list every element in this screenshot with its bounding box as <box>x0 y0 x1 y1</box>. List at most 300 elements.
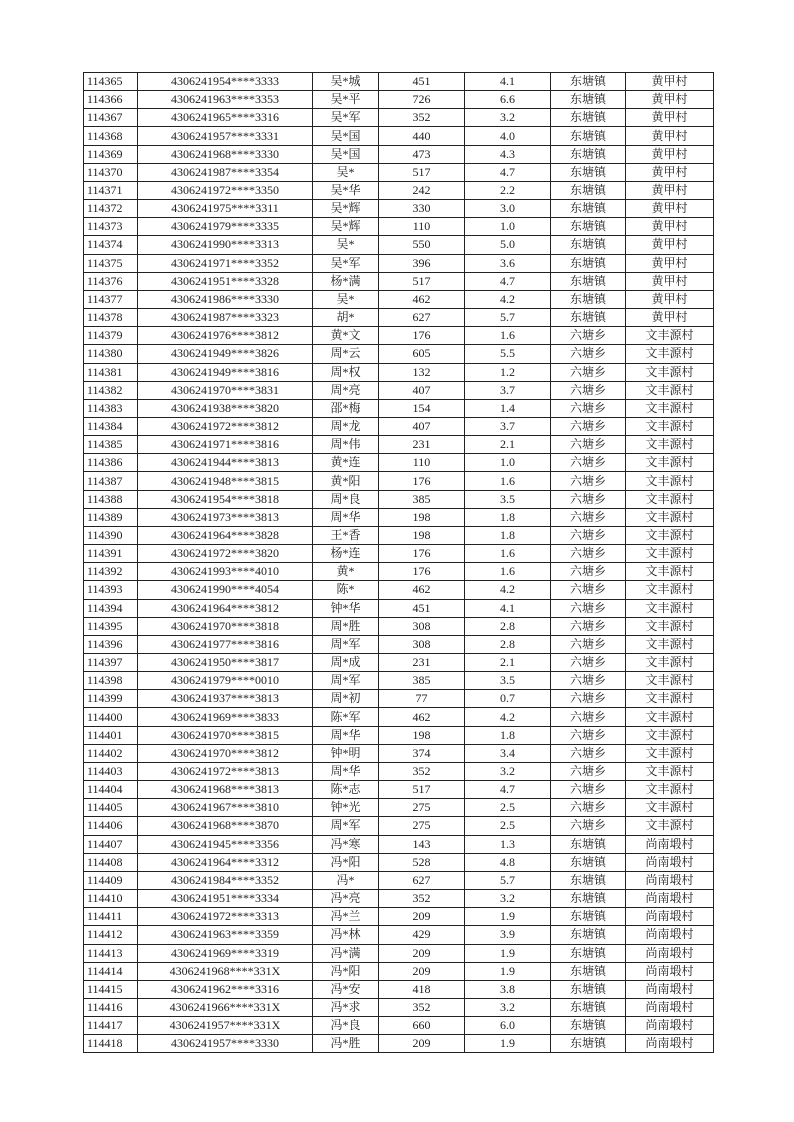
town-cell: 东塘镇 <box>551 871 626 889</box>
town-cell: 东塘镇 <box>551 163 626 181</box>
row-id-cell: 114370 <box>84 163 138 181</box>
village-cell: 文丰源村 <box>626 417 714 435</box>
table-row <box>84 218 714 236</box>
town-cell: 东塘镇 <box>551 835 626 853</box>
table-row <box>84 835 714 853</box>
town-cell: 东塘镇 <box>551 926 626 944</box>
value-cell: 4.0 <box>465 127 551 145</box>
row-id-cell: 114408 <box>84 853 138 871</box>
village-cell: 文丰源村 <box>626 635 714 653</box>
value-cell: 3.2 <box>465 998 551 1016</box>
amount-cell: 462 <box>379 581 465 599</box>
row-id-cell: 114366 <box>84 91 138 109</box>
table-row <box>84 254 714 272</box>
id-number-cell: 4306241957****3331 <box>138 127 313 145</box>
id-number-cell: 4306241964****3312 <box>138 853 313 871</box>
person-name-cell: 陈* <box>313 581 379 599</box>
table-row <box>84 926 714 944</box>
town-cell: 东塘镇 <box>551 145 626 163</box>
table-row <box>84 145 714 163</box>
town-cell: 东塘镇 <box>551 218 626 236</box>
amount-cell: 198 <box>379 526 465 544</box>
table-row <box>84 73 714 91</box>
row-id-cell: 114394 <box>84 599 138 617</box>
village-cell: 文丰源村 <box>626 399 714 417</box>
village-cell: 黄甲村 <box>626 309 714 327</box>
id-number-cell: 4306241971****3352 <box>138 254 313 272</box>
amount-cell: 110 <box>379 218 465 236</box>
row-id-cell: 114395 <box>84 617 138 635</box>
id-number-cell: 4306241987****3323 <box>138 309 313 327</box>
person-name-cell: 冯* <box>313 871 379 889</box>
person-name-cell: 吴*华 <box>313 181 379 199</box>
village-cell: 黄甲村 <box>626 127 714 145</box>
id-number-cell: 4306241963****3353 <box>138 91 313 109</box>
person-name-cell: 冯*林 <box>313 926 379 944</box>
village-cell: 黄甲村 <box>626 181 714 199</box>
person-name-cell: 周*军 <box>313 635 379 653</box>
id-number-cell: 4306241954****3333 <box>138 73 313 91</box>
amount-cell: 231 <box>379 436 465 454</box>
person-name-cell: 冯*寒 <box>313 835 379 853</box>
town-cell: 东塘镇 <box>551 853 626 871</box>
amount-cell: 176 <box>379 563 465 581</box>
table-row <box>84 327 714 345</box>
row-id-cell: 114372 <box>84 200 138 218</box>
id-number-cell: 4306241972****3313 <box>138 908 313 926</box>
village-cell: 黄甲村 <box>626 290 714 308</box>
village-cell: 文丰源村 <box>626 781 714 799</box>
table-row <box>84 91 714 109</box>
row-id-cell: 114402 <box>84 744 138 762</box>
table-row <box>84 635 714 653</box>
amount-cell: 77 <box>379 690 465 708</box>
row-id-cell: 114397 <box>84 654 138 672</box>
amount-cell: 627 <box>379 309 465 327</box>
table-row <box>84 762 714 780</box>
id-number-cell: 4306241970****3815 <box>138 726 313 744</box>
amount-cell: 308 <box>379 635 465 653</box>
value-cell: 4.1 <box>465 73 551 91</box>
value-cell: 4.1 <box>465 599 551 617</box>
town-cell: 六塘乡 <box>551 781 626 799</box>
value-cell: 2.5 <box>465 799 551 817</box>
id-number-cell: 4306241951****3334 <box>138 890 313 908</box>
row-id-cell: 114385 <box>84 436 138 454</box>
village-cell: 文丰源村 <box>626 526 714 544</box>
village-cell: 文丰源村 <box>626 363 714 381</box>
amount-cell: 352 <box>379 998 465 1016</box>
village-cell: 黄甲村 <box>626 200 714 218</box>
value-cell: 1.8 <box>465 726 551 744</box>
table-row <box>84 436 714 454</box>
row-id-cell: 114381 <box>84 363 138 381</box>
table-row <box>84 381 714 399</box>
person-name-cell: 周*初 <box>313 690 379 708</box>
row-id-cell: 114411 <box>84 908 138 926</box>
value-cell: 1.6 <box>465 545 551 563</box>
amount-cell: 462 <box>379 290 465 308</box>
value-cell: 1.3 <box>465 835 551 853</box>
town-cell: 六塘乡 <box>551 381 626 399</box>
table-row <box>84 654 714 672</box>
row-id-cell: 114387 <box>84 472 138 490</box>
value-cell: 1.9 <box>465 944 551 962</box>
value-cell: 1.4 <box>465 399 551 417</box>
row-id-cell: 114383 <box>84 399 138 417</box>
town-cell: 六塘乡 <box>551 672 626 690</box>
amount-cell: 462 <box>379 708 465 726</box>
town-cell: 六塘乡 <box>551 617 626 635</box>
village-cell: 文丰源村 <box>626 563 714 581</box>
town-cell: 六塘乡 <box>551 327 626 345</box>
value-cell: 4.7 <box>465 272 551 290</box>
value-cell: 5.0 <box>465 236 551 254</box>
id-number-cell: 4306241957****331X <box>138 1017 313 1035</box>
id-number-cell: 4306241968****3330 <box>138 145 313 163</box>
village-cell: 文丰源村 <box>626 490 714 508</box>
amount-cell: 440 <box>379 127 465 145</box>
town-cell: 六塘乡 <box>551 654 626 672</box>
town-cell: 六塘乡 <box>551 417 626 435</box>
town-cell: 六塘乡 <box>551 635 626 653</box>
data-table <box>83 72 714 1053</box>
id-number-cell: 4306241957****3330 <box>138 1035 313 1053</box>
person-name-cell: 周*军 <box>313 817 379 835</box>
row-id-cell: 114400 <box>84 708 138 726</box>
row-id-cell: 114396 <box>84 635 138 653</box>
row-id-cell: 114406 <box>84 817 138 835</box>
table-row <box>84 726 714 744</box>
person-name-cell: 冯*胜 <box>313 1035 379 1053</box>
value-cell: 3.2 <box>465 762 551 780</box>
table-row <box>84 472 714 490</box>
village-cell: 黄甲村 <box>626 145 714 163</box>
id-number-cell: 4306241937****3813 <box>138 690 313 708</box>
amount-cell: 374 <box>379 744 465 762</box>
table-row <box>84 1017 714 1035</box>
village-cell: 尚南塅村 <box>626 890 714 908</box>
person-name-cell: 杨*满 <box>313 272 379 290</box>
person-name-cell: 周*华 <box>313 508 379 526</box>
village-cell: 文丰源村 <box>626 454 714 472</box>
village-cell: 文丰源村 <box>626 708 714 726</box>
village-cell: 文丰源村 <box>626 672 714 690</box>
person-name-cell: 冯*满 <box>313 944 379 962</box>
table-row <box>84 399 714 417</box>
village-cell: 尚南塅村 <box>626 835 714 853</box>
row-id-cell: 114373 <box>84 218 138 236</box>
village-cell: 黄甲村 <box>626 163 714 181</box>
village-cell: 黄甲村 <box>626 236 714 254</box>
row-id-cell: 114374 <box>84 236 138 254</box>
village-cell: 黄甲村 <box>626 254 714 272</box>
value-cell: 3.6 <box>465 254 551 272</box>
table-row <box>84 181 714 199</box>
town-cell: 六塘乡 <box>551 508 626 526</box>
row-id-cell: 114378 <box>84 309 138 327</box>
id-number-cell: 4306241965****3316 <box>138 109 313 127</box>
row-id-cell: 114398 <box>84 672 138 690</box>
village-cell: 文丰源村 <box>626 617 714 635</box>
person-name-cell: 黄*连 <box>313 454 379 472</box>
table-row <box>84 853 714 871</box>
person-name-cell: 杨*连 <box>313 545 379 563</box>
town-cell: 六塘乡 <box>551 526 626 544</box>
amount-cell: 473 <box>379 145 465 163</box>
table-row <box>84 200 714 218</box>
value-cell: 1.9 <box>465 908 551 926</box>
value-cell: 4.7 <box>465 163 551 181</box>
row-id-cell: 114405 <box>84 799 138 817</box>
value-cell: 1.9 <box>465 1035 551 1053</box>
value-cell: 4.8 <box>465 853 551 871</box>
row-id-cell: 114386 <box>84 454 138 472</box>
person-name-cell: 陈*志 <box>313 781 379 799</box>
amount-cell: 451 <box>379 73 465 91</box>
person-name-cell: 钟*明 <box>313 744 379 762</box>
table-row <box>84 363 714 381</box>
amount-cell: 330 <box>379 200 465 218</box>
table-row <box>84 345 714 363</box>
town-cell: 东塘镇 <box>551 890 626 908</box>
value-cell: 5.7 <box>465 871 551 889</box>
amount-cell: 550 <box>379 236 465 254</box>
value-cell: 5.5 <box>465 345 551 363</box>
amount-cell: 396 <box>379 254 465 272</box>
value-cell: 1.8 <box>465 508 551 526</box>
town-cell: 六塘乡 <box>551 817 626 835</box>
village-cell: 文丰源村 <box>626 762 714 780</box>
table-row <box>84 127 714 145</box>
id-number-cell: 4306241967****3810 <box>138 799 313 817</box>
value-cell: 3.5 <box>465 672 551 690</box>
row-id-cell: 114417 <box>84 1017 138 1035</box>
value-cell: 2.8 <box>465 617 551 635</box>
person-name-cell: 吴* <box>313 236 379 254</box>
person-name-cell: 吴*辉 <box>313 200 379 218</box>
person-name-cell: 钟*光 <box>313 799 379 817</box>
row-id-cell: 114371 <box>84 181 138 199</box>
amount-cell: 143 <box>379 835 465 853</box>
id-number-cell: 4306241963****3359 <box>138 926 313 944</box>
person-name-cell: 吴*军 <box>313 254 379 272</box>
person-name-cell: 胡* <box>313 309 379 327</box>
person-name-cell: 周*云 <box>313 345 379 363</box>
person-name-cell: 吴*城 <box>313 73 379 91</box>
row-id-cell: 114375 <box>84 254 138 272</box>
town-cell: 东塘镇 <box>551 1035 626 1053</box>
village-cell: 文丰源村 <box>626 726 714 744</box>
town-cell: 东塘镇 <box>551 908 626 926</box>
value-cell: 3.9 <box>465 926 551 944</box>
town-cell: 六塘乡 <box>551 454 626 472</box>
person-name-cell: 周*龙 <box>313 417 379 435</box>
village-cell: 文丰源村 <box>626 690 714 708</box>
person-name-cell: 冯*亮 <box>313 890 379 908</box>
value-cell: 6.0 <box>465 1017 551 1035</box>
value-cell: 3.0 <box>465 200 551 218</box>
row-id-cell: 114399 <box>84 690 138 708</box>
person-name-cell: 吴* <box>313 163 379 181</box>
value-cell: 4.3 <box>465 145 551 163</box>
value-cell: 6.6 <box>465 91 551 109</box>
amount-cell: 209 <box>379 908 465 926</box>
table-row <box>84 708 714 726</box>
village-cell: 文丰源村 <box>626 508 714 526</box>
id-number-cell: 4306241968****331X <box>138 962 313 980</box>
person-name-cell: 吴*军 <box>313 109 379 127</box>
amount-cell: 275 <box>379 799 465 817</box>
id-number-cell: 4306241979****3335 <box>138 218 313 236</box>
person-name-cell: 冯*良 <box>313 1017 379 1035</box>
row-id-cell: 114404 <box>84 781 138 799</box>
table-row <box>84 672 714 690</box>
town-cell: 六塘乡 <box>551 799 626 817</box>
town-cell: 六塘乡 <box>551 345 626 363</box>
value-cell: 3.7 <box>465 417 551 435</box>
village-cell: 文丰源村 <box>626 744 714 762</box>
id-number-cell: 4306241990****3313 <box>138 236 313 254</box>
amount-cell: 242 <box>379 181 465 199</box>
table-row <box>84 871 714 889</box>
town-cell: 东塘镇 <box>551 998 626 1016</box>
value-cell: 2.8 <box>465 635 551 653</box>
amount-cell: 627 <box>379 871 465 889</box>
town-cell: 东塘镇 <box>551 944 626 962</box>
id-number-cell: 4306241962****3316 <box>138 980 313 998</box>
village-cell: 文丰源村 <box>626 581 714 599</box>
town-cell: 六塘乡 <box>551 363 626 381</box>
person-name-cell: 周*亮 <box>313 381 379 399</box>
village-cell: 文丰源村 <box>626 472 714 490</box>
id-number-cell: 4306241950****3817 <box>138 654 313 672</box>
person-name-cell: 冯*安 <box>313 980 379 998</box>
person-name-cell: 周*良 <box>313 490 379 508</box>
value-cell: 2.2 <box>465 181 551 199</box>
row-id-cell: 114413 <box>84 944 138 962</box>
village-cell: 尚南塅村 <box>626 980 714 998</box>
value-cell: 1.6 <box>465 327 551 345</box>
row-id-cell: 114376 <box>84 272 138 290</box>
person-name-cell: 吴*国 <box>313 145 379 163</box>
village-cell: 文丰源村 <box>626 327 714 345</box>
id-number-cell: 4306241972****3350 <box>138 181 313 199</box>
village-cell: 尚南塅村 <box>626 926 714 944</box>
town-cell: 东塘镇 <box>551 200 626 218</box>
id-number-cell: 4306241949****3816 <box>138 363 313 381</box>
table-row <box>84 526 714 544</box>
amount-cell: 418 <box>379 980 465 998</box>
table-row <box>84 908 714 926</box>
id-number-cell: 4306241945****3356 <box>138 835 313 853</box>
value-cell: 3.2 <box>465 890 551 908</box>
amount-cell: 176 <box>379 327 465 345</box>
town-cell: 六塘乡 <box>551 744 626 762</box>
value-cell: 2.5 <box>465 817 551 835</box>
amount-cell: 176 <box>379 472 465 490</box>
id-number-cell: 4306241990****4054 <box>138 581 313 599</box>
value-cell: 3.8 <box>465 980 551 998</box>
table-row <box>84 508 714 526</box>
town-cell: 六塘乡 <box>551 762 626 780</box>
amount-cell: 726 <box>379 91 465 109</box>
village-cell: 尚南塅村 <box>626 944 714 962</box>
person-name-cell: 吴*国 <box>313 127 379 145</box>
amount-cell: 528 <box>379 853 465 871</box>
row-id-cell: 114384 <box>84 417 138 435</box>
value-cell: 1.0 <box>465 454 551 472</box>
row-id-cell: 114369 <box>84 145 138 163</box>
row-id-cell: 114390 <box>84 526 138 544</box>
table-row <box>84 490 714 508</box>
id-number-cell: 4306241970****3812 <box>138 744 313 762</box>
amount-cell: 429 <box>379 926 465 944</box>
amount-cell: 660 <box>379 1017 465 1035</box>
village-cell: 文丰源村 <box>626 436 714 454</box>
id-number-cell: 4306241938****3820 <box>138 399 313 417</box>
id-number-cell: 4306241993****4010 <box>138 563 313 581</box>
amount-cell: 209 <box>379 1035 465 1053</box>
id-number-cell: 4306241964****3828 <box>138 526 313 544</box>
village-cell: 黄甲村 <box>626 109 714 127</box>
person-name-cell: 冯*阳 <box>313 853 379 871</box>
id-number-cell: 4306241984****3352 <box>138 871 313 889</box>
value-cell: 0.7 <box>465 690 551 708</box>
row-id-cell: 114418 <box>84 1035 138 1053</box>
value-cell: 3.4 <box>465 744 551 762</box>
row-id-cell: 114403 <box>84 762 138 780</box>
value-cell: 5.7 <box>465 309 551 327</box>
row-id-cell: 114410 <box>84 890 138 908</box>
town-cell: 东塘镇 <box>551 290 626 308</box>
person-name-cell: 邵*梅 <box>313 399 379 417</box>
person-name-cell: 王*香 <box>313 526 379 544</box>
amount-cell: 154 <box>379 399 465 417</box>
row-id-cell: 114379 <box>84 327 138 345</box>
person-name-cell: 陈*军 <box>313 708 379 726</box>
town-cell: 六塘乡 <box>551 708 626 726</box>
table-row <box>84 109 714 127</box>
person-name-cell: 周*华 <box>313 726 379 744</box>
row-id-cell: 114401 <box>84 726 138 744</box>
table-row <box>84 744 714 762</box>
table-row <box>84 272 714 290</box>
person-name-cell: 周*胜 <box>313 617 379 635</box>
village-cell: 黄甲村 <box>626 218 714 236</box>
id-number-cell: 4306241970****3818 <box>138 617 313 635</box>
amount-cell: 451 <box>379 599 465 617</box>
town-cell: 六塘乡 <box>551 599 626 617</box>
amount-cell: 198 <box>379 508 465 526</box>
id-number-cell: 4306241951****3328 <box>138 272 313 290</box>
person-name-cell: 周*华 <box>313 762 379 780</box>
table-row <box>84 417 714 435</box>
value-cell: 1.0 <box>465 218 551 236</box>
id-number-cell: 4306241977****3816 <box>138 635 313 653</box>
person-name-cell: 周*成 <box>313 654 379 672</box>
amount-cell: 352 <box>379 109 465 127</box>
value-cell: 1.2 <box>465 363 551 381</box>
village-cell: 黄甲村 <box>626 73 714 91</box>
town-cell: 东塘镇 <box>551 309 626 327</box>
person-name-cell: 吴*平 <box>313 91 379 109</box>
table-row <box>84 980 714 998</box>
row-id-cell: 114367 <box>84 109 138 127</box>
id-number-cell: 4306241972****3813 <box>138 762 313 780</box>
id-number-cell: 4306241968****3813 <box>138 781 313 799</box>
row-id-cell: 114377 <box>84 290 138 308</box>
